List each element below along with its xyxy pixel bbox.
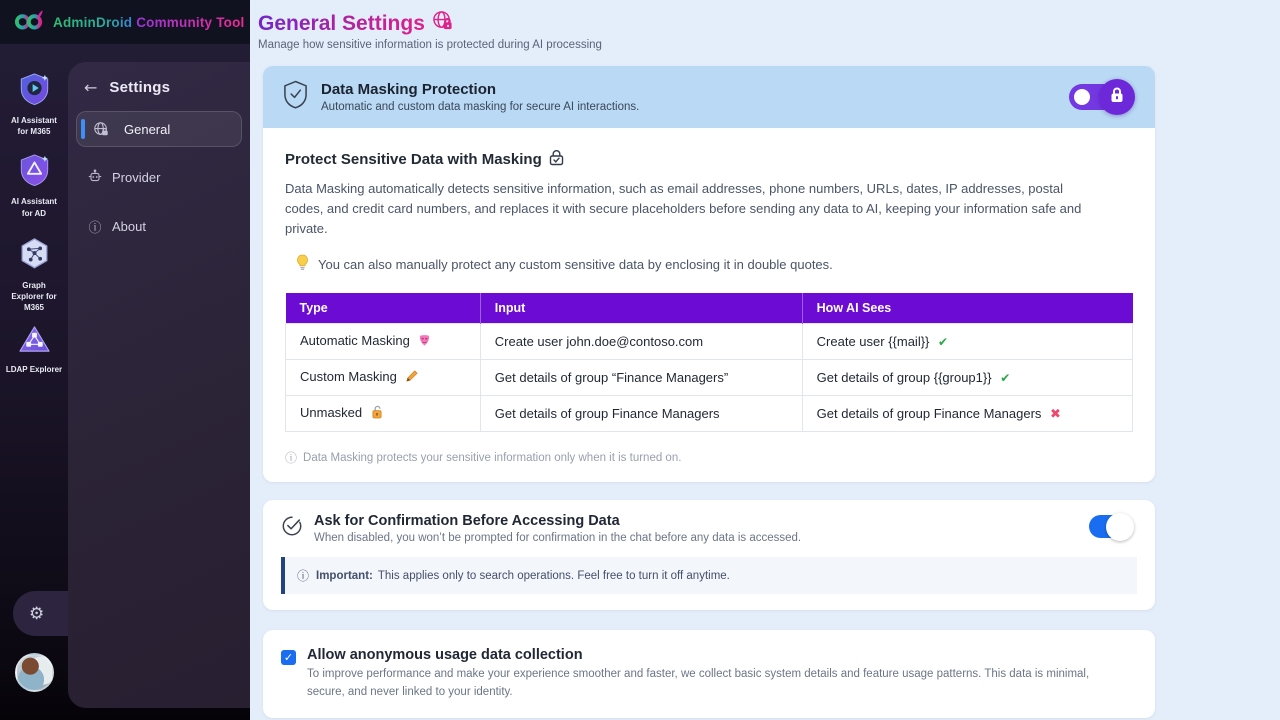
user-avatar[interactable]	[15, 653, 54, 692]
rail-item-ldap-explorer[interactable]	[2, 325, 66, 375]
masking-description: Data Masking automatically detects sensitive information, such as email addresses, phone numbers, URLs, dates, IP addresses, postal codes, and credit card numbers, and replaces it with secure placeholders before sending any data to AI, keeping your information safe and private.	[285, 181, 1082, 237]
rail-item-ai-assistant-ad[interactable]	[2, 153, 66, 218]
data-masking-card	[263, 66, 1155, 482]
sidebar	[0, 0, 250, 720]
type-cell: Unmasked	[286, 396, 481, 432]
important-note	[281, 557, 1137, 594]
data-masking-banner	[263, 66, 1155, 128]
brand-primary: AdminDroid	[53, 14, 133, 30]
info-icon: ⓘ	[88, 221, 102, 236]
brand-wordmark	[53, 15, 245, 30]
lightbulb-icon	[296, 254, 309, 274]
input-cell: Get details of group “Finance Managers”	[480, 360, 802, 396]
banner-text	[321, 81, 639, 113]
ai-sees-cell: Create user {{mail}} ✔	[802, 324, 1132, 360]
type-cell: Automatic Masking	[286, 324, 481, 360]
lock-badge	[1099, 79, 1135, 115]
table-row	[286, 396, 1133, 432]
type-cell: Custom Masking	[286, 360, 481, 396]
page-subtitle: Manage how sensitive information is protected during AI processing	[258, 39, 602, 51]
shield-check-icon	[283, 80, 308, 114]
confirmation-card	[263, 500, 1155, 610]
rail-item-label: LDAP Explorer	[5, 365, 63, 375]
col-header-type: Type	[286, 293, 481, 324]
info-icon: ⓘ	[297, 569, 310, 584]
main-content	[250, 0, 1280, 720]
app-logo-bar	[0, 0, 250, 44]
lock-check-icon	[549, 149, 564, 170]
masking-examples-table	[285, 293, 1133, 432]
confirmation-subtitle: When disabled, you won’t be prompted for confirmation in the chat before any data is accessed.	[314, 532, 802, 545]
col-header-how-ai-sees: How AI Sees	[802, 293, 1132, 324]
check-icon: ✔	[938, 335, 949, 350]
unlock-icon	[371, 405, 383, 422]
rail-item-label: Graph Explorer for M365	[11, 280, 57, 313]
page-title: General Settings	[258, 10, 453, 37]
globe-lock-icon	[93, 121, 109, 137]
usage-data-card	[263, 630, 1155, 718]
circled-check-icon	[281, 515, 303, 542]
note-label: Important:	[316, 569, 373, 582]
settings-nav-item-provider[interactable]	[76, 159, 242, 195]
usage-data-title: Allow anonymous usage data collection	[307, 647, 583, 664]
robot-chip-icon	[87, 169, 103, 185]
confirmation-title: Ask for Confirmation Before Accessing Data	[314, 513, 620, 530]
footnote-text: Data Masking protects your sensitive information only when it is turned on.	[303, 451, 682, 464]
section-title: Protect Sensitive Data with Masking	[285, 149, 1133, 170]
confirmation-toggle[interactable]	[1089, 515, 1131, 538]
check-icon: ✔	[1000, 371, 1011, 386]
toggle-knob	[1106, 513, 1134, 541]
lock-icon	[1110, 87, 1124, 108]
rail-item-ai-assistant-m365[interactable]	[2, 72, 66, 137]
settings-nav-item-about[interactable]	[76, 207, 242, 246]
brand-secondary: Community Tool	[136, 14, 245, 30]
rail-item-label: AI Assistant for AD	[11, 197, 57, 218]
banner-title: Data Masking Protection	[321, 81, 497, 98]
data-masking-body	[263, 128, 1155, 482]
settings-panel-title: Settings	[109, 79, 171, 96]
toggle-knob	[1074, 89, 1090, 105]
table-row	[286, 324, 1133, 360]
masking-tip	[296, 254, 1133, 274]
brand-infinity-icon	[13, 9, 45, 36]
confirmation-text	[314, 513, 801, 544]
page-header	[258, 10, 1280, 51]
gear-icon: ⚙	[29, 603, 45, 624]
shield-play-icon	[18, 72, 51, 111]
triangle-nodes-icon	[18, 325, 51, 360]
settings-panel	[68, 62, 250, 708]
usage-data-text	[307, 647, 1127, 701]
input-cell: Create user john.doe@contoso.com	[480, 324, 802, 360]
settings-gear-button[interactable]	[13, 591, 75, 636]
ai-sees-cell: Get details of group {{group1}} ✔	[802, 360, 1132, 396]
info-icon: ⓘ	[285, 451, 298, 466]
banner-subtitle: Automatic and custom data masking for secure AI interactions.	[321, 101, 640, 113]
note-text: Important: This applies only to search operations. Feel free to turn it off anytime.	[316, 569, 730, 582]
checkbox-check-icon: ✓	[283, 651, 294, 665]
settings-nav-label: Provider	[112, 169, 161, 185]
masking-footnote	[285, 449, 1133, 466]
settings-nav-label: General	[124, 121, 171, 137]
shield-triangle-icon	[18, 153, 51, 192]
col-header-input: Input	[480, 293, 802, 324]
settings-nav-label: About	[112, 219, 146, 234]
globe-lock-pink-icon	[432, 10, 453, 37]
mask-icon	[418, 334, 431, 350]
settings-nav-item-general[interactable]	[76, 111, 242, 147]
cross-icon: ✖	[1050, 406, 1061, 422]
usage-data-checkbox[interactable]	[281, 650, 296, 665]
table-row	[286, 360, 1133, 396]
rail-item-label: AI Assistant for M365	[11, 116, 57, 137]
hexagon-graph-icon	[18, 237, 51, 276]
data-masking-toggle[interactable]	[1069, 79, 1135, 115]
ai-sees-cell: Get details of group Finance Managers ✖	[802, 396, 1132, 432]
settings-panel-header	[68, 62, 250, 111]
tip-text: You can also manually protect any custom sensitive data by enclosing it in double quotes.	[318, 256, 833, 272]
rail-item-graph-explorer[interactable]	[2, 237, 66, 314]
input-cell: Get details of group Finance Managers	[480, 396, 802, 432]
usage-data-subtitle: To improve performance and make your experience smoother and faster, we collect basic system details and feature usage patterns. This data is minimal, secure, and never linked to your identity.	[307, 668, 1090, 698]
writing-hand-icon	[405, 370, 418, 386]
table-header-row	[286, 293, 1133, 324]
back-arrow-icon[interactable]: ←	[84, 78, 98, 97]
